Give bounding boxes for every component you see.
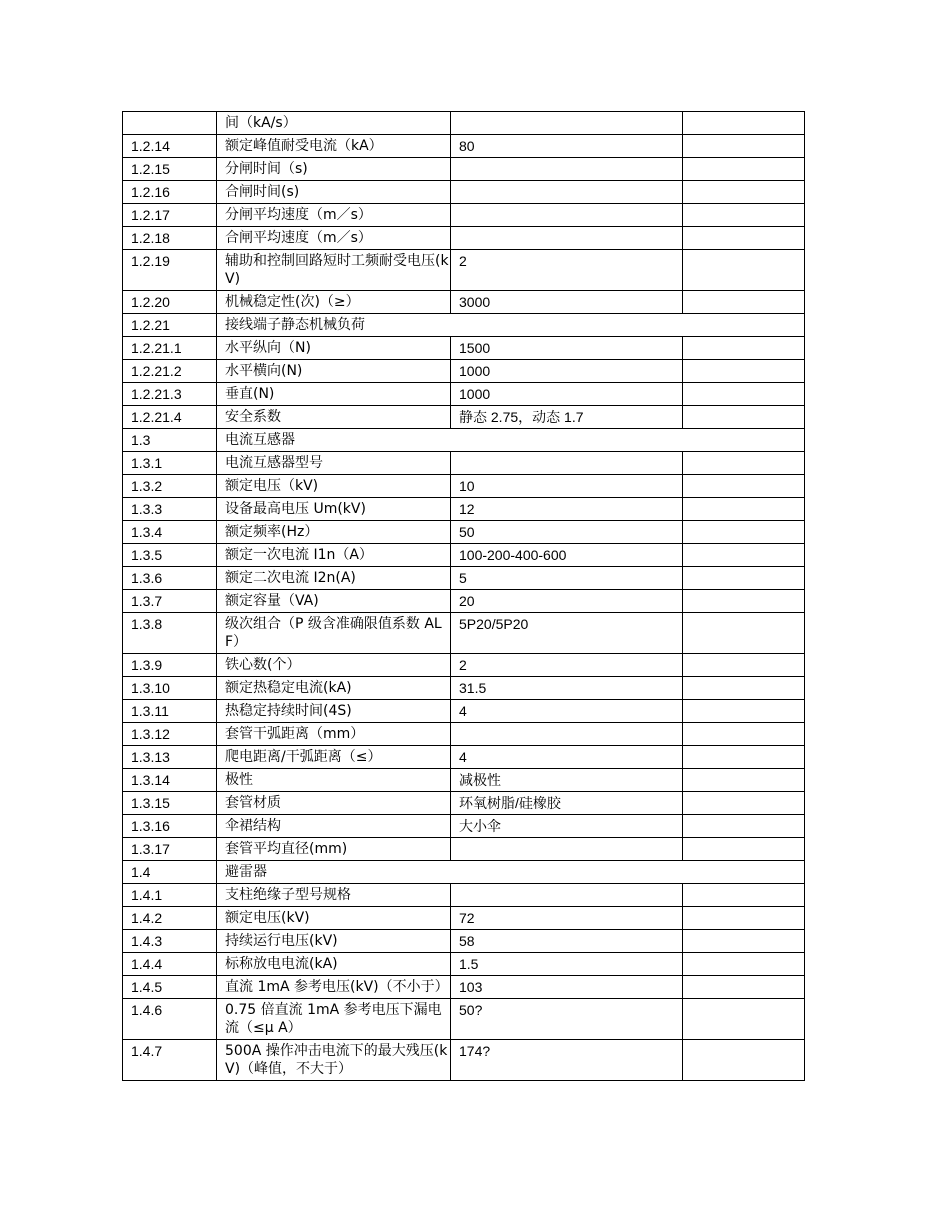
table-row	[123, 429, 805, 452]
note-cell	[683, 677, 805, 700]
item-number-cell: 1.4.6	[123, 999, 217, 1040]
parameter-cell: 直流 1mA 参考电压(kV)（不小于）	[217, 976, 451, 999]
value-cell: 环氧树脂/硅橡胶	[451, 792, 683, 815]
note-cell	[683, 999, 805, 1040]
parameter-cell: 分闸平均速度（m／s）	[217, 204, 451, 227]
item-number-cell: 1.3.7	[123, 590, 217, 613]
item-number-cell: 1.2.18	[123, 227, 217, 250]
item-number-cell	[123, 112, 217, 135]
table-row	[123, 677, 805, 700]
item-number-cell: 1.3	[123, 429, 217, 452]
table-row	[123, 383, 805, 406]
table-row	[123, 769, 805, 792]
item-number-cell: 1.3.9	[123, 654, 217, 677]
item-number-cell: 1.4	[123, 861, 217, 884]
value-cell	[451, 112, 683, 135]
value-cell	[451, 204, 683, 227]
parameter-cell: 辅助和控制回路短时工频耐受电压(kV)	[217, 250, 451, 291]
value-cell	[451, 838, 683, 861]
note-cell	[683, 769, 805, 792]
note-cell	[683, 746, 805, 769]
table-row	[123, 135, 805, 158]
item-number-cell: 1.3.13	[123, 746, 217, 769]
table-row	[123, 861, 805, 884]
item-number-cell: 1.3.4	[123, 521, 217, 544]
table-row	[123, 746, 805, 769]
parameter-cell: 额定二次电流 I2n(A)	[217, 567, 451, 590]
item-number-cell: 1.4.1	[123, 884, 217, 907]
value-cell: 20	[451, 590, 683, 613]
parameter-cell: 0.75 倍直流 1mA 参考电压下漏电流（≤μ A）	[217, 999, 451, 1040]
item-number-cell: 1.3.16	[123, 815, 217, 838]
parameter-cell: 额定容量（VA)	[217, 590, 451, 613]
value-cell	[451, 181, 683, 204]
value-cell: 大小伞	[451, 815, 683, 838]
table-row	[123, 930, 805, 953]
table-row	[123, 544, 805, 567]
table-row	[123, 498, 805, 521]
value-cell: 2	[451, 250, 683, 291]
note-cell	[683, 204, 805, 227]
value-cell: 174?	[451, 1040, 683, 1081]
note-cell	[683, 654, 805, 677]
table-row	[123, 360, 805, 383]
note-cell	[683, 227, 805, 250]
item-number-cell: 1.4.7	[123, 1040, 217, 1081]
value-cell: 1.5	[451, 953, 683, 976]
note-cell	[683, 567, 805, 590]
table-row	[123, 567, 805, 590]
table-row	[123, 700, 805, 723]
item-number-cell: 1.4.2	[123, 907, 217, 930]
parameter-cell: 垂直(N)	[217, 383, 451, 406]
parameter-cell: 持续运行电压(kV)	[217, 930, 451, 953]
parameter-cell: 级次组合（P 级含准确限值系数 ALF）	[217, 613, 451, 654]
parameter-cell: 机械稳定性(次)（≥）	[217, 291, 451, 314]
parameter-cell: 分闸时间（s)	[217, 158, 451, 181]
item-number-cell: 1.3.12	[123, 723, 217, 746]
value-cell	[451, 227, 683, 250]
note-cell	[683, 383, 805, 406]
value-cell: 1000	[451, 360, 683, 383]
item-number-cell: 1.3.6	[123, 567, 217, 590]
note-cell	[683, 181, 805, 204]
note-cell	[683, 360, 805, 383]
value-cell: 50	[451, 521, 683, 544]
parameter-cell: 额定电压（kV)	[217, 475, 451, 498]
value-cell: 减极性	[451, 769, 683, 792]
parameter-cell: 支柱绝缘子型号规格	[217, 884, 451, 907]
value-cell: 31.5	[451, 677, 683, 700]
parameter-cell: 合闸平均速度（m／s）	[217, 227, 451, 250]
item-number-cell: 1.3.10	[123, 677, 217, 700]
item-number-cell: 1.2.20	[123, 291, 217, 314]
table-row	[123, 999, 805, 1040]
table-row	[123, 838, 805, 861]
item-number-cell: 1.2.15	[123, 158, 217, 181]
note-cell	[683, 953, 805, 976]
table-row	[123, 884, 805, 907]
value-cell: 12	[451, 498, 683, 521]
item-number-cell: 1.3.2	[123, 475, 217, 498]
parameter-cell: 电流互感器型号	[217, 452, 451, 475]
parameter-cell: 水平横向(N)	[217, 360, 451, 383]
parameter-cell: 铁心数(个）	[217, 654, 451, 677]
value-cell: 2	[451, 654, 683, 677]
parameter-cell: 套管干弧距离（mm）	[217, 723, 451, 746]
section-heading-cell: 避雷器	[217, 861, 805, 884]
note-cell	[683, 976, 805, 999]
value-cell: 50?	[451, 999, 683, 1040]
table-row	[123, 250, 805, 291]
item-number-cell: 1.3.17	[123, 838, 217, 861]
section-heading-cell: 接线端子静态机械负荷	[217, 314, 805, 337]
value-cell: 3000	[451, 291, 683, 314]
item-number-cell: 1.4.5	[123, 976, 217, 999]
table-row	[123, 654, 805, 677]
value-cell: 4	[451, 746, 683, 769]
note-cell	[683, 291, 805, 314]
table-row	[123, 815, 805, 838]
parameter-cell: 额定频率(Hz）	[217, 521, 451, 544]
parameter-cell: 极性	[217, 769, 451, 792]
parameter-cell: 额定电压(kV)	[217, 907, 451, 930]
table-row	[123, 521, 805, 544]
item-number-cell: 1.2.19	[123, 250, 217, 291]
note-cell	[683, 590, 805, 613]
note-cell	[683, 723, 805, 746]
item-number-cell: 1.4.3	[123, 930, 217, 953]
spec-table-body	[123, 112, 805, 1081]
note-cell	[683, 700, 805, 723]
note-cell	[683, 475, 805, 498]
table-row	[123, 1040, 805, 1081]
value-cell: 80	[451, 135, 683, 158]
parameter-cell: 间（kA/s）	[217, 112, 451, 135]
item-number-cell: 1.2.21.3	[123, 383, 217, 406]
note-cell	[683, 792, 805, 815]
parameter-cell: 额定一次电流 I1n（A）	[217, 544, 451, 567]
value-cell	[451, 723, 683, 746]
item-number-cell: 1.2.21	[123, 314, 217, 337]
item-number-cell: 1.3.3	[123, 498, 217, 521]
table-row	[123, 723, 805, 746]
table-row	[123, 976, 805, 999]
table-row	[123, 590, 805, 613]
item-number-cell: 1.2.16	[123, 181, 217, 204]
note-cell	[683, 250, 805, 291]
parameter-cell: 合闸时间(s)	[217, 181, 451, 204]
value-cell: 10	[451, 475, 683, 498]
parameter-cell: 爬电距离/干弧距离（≤）	[217, 746, 451, 769]
table-row	[123, 406, 805, 429]
table-row	[123, 907, 805, 930]
item-number-cell: 1.2.21.1	[123, 337, 217, 360]
item-number-cell: 1.2.21.2	[123, 360, 217, 383]
note-cell	[683, 521, 805, 544]
note-cell	[683, 498, 805, 521]
parameter-cell: 额定峰值耐受电流（kA）	[217, 135, 451, 158]
table-row	[123, 475, 805, 498]
note-cell	[683, 112, 805, 135]
note-cell	[683, 613, 805, 654]
item-number-cell: 1.3.1	[123, 452, 217, 475]
item-number-cell: 1.4.4	[123, 953, 217, 976]
value-cell	[451, 884, 683, 907]
value-cell	[451, 158, 683, 181]
table-row	[123, 227, 805, 250]
parameter-cell: 水平纵向（N)	[217, 337, 451, 360]
table-row	[123, 204, 805, 227]
note-cell	[683, 907, 805, 930]
parameter-cell: 安全系数	[217, 406, 451, 429]
table-row	[123, 792, 805, 815]
spec-table	[122, 111, 805, 1081]
value-cell: 1500	[451, 337, 683, 360]
parameter-cell: 标称放电电流(kA)	[217, 953, 451, 976]
item-number-cell: 1.3.11	[123, 700, 217, 723]
section-heading-cell: 电流互感器	[217, 429, 805, 452]
parameter-cell: 套管材质	[217, 792, 451, 815]
value-cell: 100-200-400-600	[451, 544, 683, 567]
parameter-cell: 热稳定持续时间(4S)	[217, 700, 451, 723]
item-number-cell: 1.2.17	[123, 204, 217, 227]
value-cell: 72	[451, 907, 683, 930]
note-cell	[683, 406, 805, 429]
note-cell	[683, 838, 805, 861]
value-cell: 58	[451, 930, 683, 953]
value-cell: 4	[451, 700, 683, 723]
parameter-cell: 500A 操作冲击电流下的最大残压(kV)（峰值，不大于）	[217, 1040, 451, 1081]
item-number-cell: 1.2.14	[123, 135, 217, 158]
note-cell	[683, 1040, 805, 1081]
table-row	[123, 337, 805, 360]
value-cell	[451, 452, 683, 475]
parameter-cell: 设备最高电压 Um(kV)	[217, 498, 451, 521]
item-number-cell: 1.3.8	[123, 613, 217, 654]
note-cell	[683, 337, 805, 360]
note-cell	[683, 452, 805, 475]
table-row	[123, 158, 805, 181]
note-cell	[683, 544, 805, 567]
note-cell	[683, 884, 805, 907]
note-cell	[683, 158, 805, 181]
value-cell: 静态 2.75，动态 1.7	[451, 406, 683, 429]
parameter-cell: 伞裙结构	[217, 815, 451, 838]
value-cell: 1000	[451, 383, 683, 406]
table-row	[123, 291, 805, 314]
value-cell: 103	[451, 976, 683, 999]
value-cell: 5P20/5P20	[451, 613, 683, 654]
table-row	[123, 613, 805, 654]
note-cell	[683, 815, 805, 838]
item-number-cell: 1.3.15	[123, 792, 217, 815]
table-row	[123, 181, 805, 204]
item-number-cell: 1.2.21.4	[123, 406, 217, 429]
table-row	[123, 112, 805, 135]
table-row	[123, 953, 805, 976]
note-cell	[683, 930, 805, 953]
parameter-cell: 额定热稳定电流(kA)	[217, 677, 451, 700]
table-row	[123, 314, 805, 337]
note-cell	[683, 135, 805, 158]
value-cell: 5	[451, 567, 683, 590]
parameter-cell: 套管平均直径(mm)	[217, 838, 451, 861]
table-row	[123, 452, 805, 475]
item-number-cell: 1.3.14	[123, 769, 217, 792]
item-number-cell: 1.3.5	[123, 544, 217, 567]
